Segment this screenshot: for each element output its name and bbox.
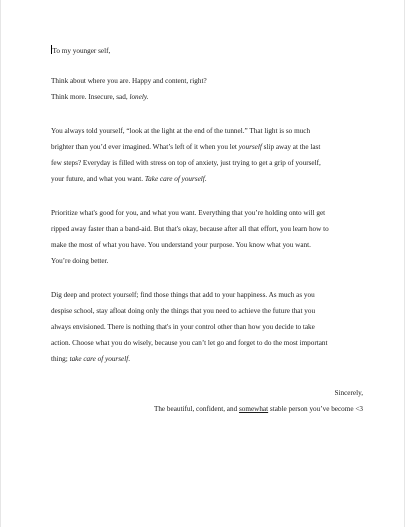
paragraph-4-line-2: [51, 303, 363, 319]
closing-line: [51, 385, 363, 401]
paragraph-2-line-2: [51, 139, 363, 155]
paragraph-text: few steps? Everyday is filled with stress on top of anxiety, just trying to get a grip of yourself,: [51, 159, 321, 167]
letter-body[interactable]: [51, 43, 363, 417]
paragraph-text: .: [128, 355, 130, 363]
paragraph-3-line-4: [51, 253, 363, 269]
paragraph-text: Think more. Insecure, sad,: [51, 93, 130, 101]
paragraph-1-line-1: [51, 73, 363, 89]
paragraph-text: brighter than you’d ever imagined. What’s left of it when you let: [51, 143, 239, 151]
italic-text: yourself: [238, 143, 262, 151]
signature-text: The beautiful, confident, and: [153, 405, 239, 413]
paragraph-4-line-3: [51, 319, 363, 335]
paragraph-text: Prioritize what's good for you, and what you want. Everything that you’re holding onto will get: [51, 209, 326, 217]
paragraph-3-line-1: [51, 205, 363, 221]
paragraph-4-line-1: [51, 287, 363, 303]
paragraph-2-line-1: [51, 123, 363, 139]
paragraph-2-line-4: [51, 171, 363, 187]
paragraph-text: make the most of what you have. You understand your purpose. You know what you want.: [51, 241, 311, 249]
paragraph-text: .: [204, 175, 207, 183]
closing: Sincerely,: [334, 389, 363, 397]
paragraph-text: You’re doing better.: [51, 257, 109, 265]
paragraph-2-line-3: [51, 155, 363, 171]
paragraph-text: ripped away faster than a band-aid. But that's okay, because after all that effort, you learn how to: [51, 225, 329, 233]
paragraph-text: You always told yourself, “look at the light at the end of the tunnel.” That light is so much: [51, 127, 311, 135]
paragraph-text: your future, and what you want.: [51, 175, 145, 183]
italic-text: lonely.: [129, 93, 149, 101]
italic-text: take care of yourself: [69, 355, 129, 363]
paragraph-text: Think about where you are. Happy and content, right?: [51, 77, 207, 85]
paragraph-text: Dig deep and protect yourself; find those things that add to your happiness. As much as you: [51, 291, 315, 299]
paragraph-text: slip away at the last: [261, 143, 321, 151]
paragraph-text: action. Choose what you do wisely, because you can’t let go and forget to do the most important: [51, 339, 328, 347]
paragraph-1-line-2: [51, 89, 363, 105]
paragraph-4-line-5: [51, 351, 363, 367]
salutation: To my younger self,: [52, 47, 111, 55]
paragraph-3-line-2: [51, 221, 363, 237]
italic-text: Take care of yourself: [144, 175, 205, 183]
signature-text: stable person you’ve become <3: [268, 405, 363, 413]
paragraph-3-line-3: [51, 237, 363, 253]
paragraph-text: thing;: [51, 355, 70, 363]
paragraph-text: always envisioned. There is nothing that's in your control other than how you decide to take: [51, 323, 315, 331]
paragraph-4-line-4: [51, 335, 363, 351]
signature-line: [51, 401, 363, 417]
paragraph-text: despise school, stay afloat doing only the things that you need to achieve the future that you: [51, 307, 316, 315]
salutation-line: [51, 43, 363, 59]
underlined-word: somewhat: [238, 405, 269, 413]
